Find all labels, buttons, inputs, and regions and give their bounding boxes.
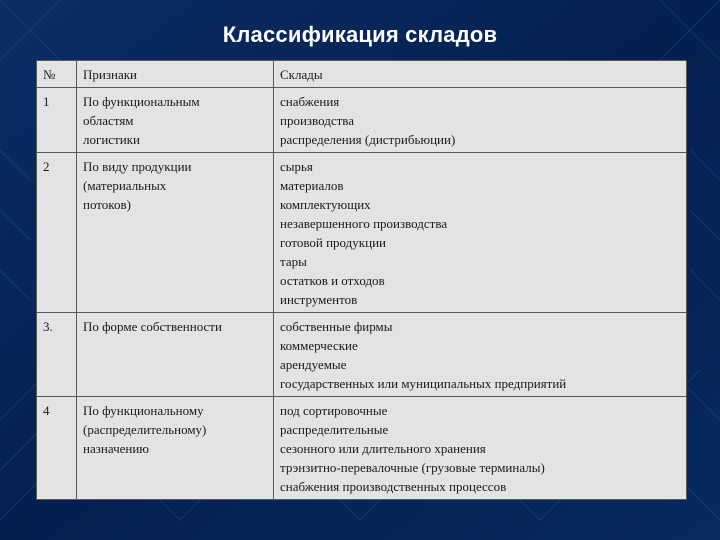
feature-line: логистики <box>83 132 140 147</box>
warehouse-type-line: инструментов <box>280 292 358 307</box>
warehouse-type-line: распределения (дистрибьюции) <box>280 132 456 147</box>
feature-line: назначению <box>83 441 150 456</box>
feature-line: По виду продукции <box>83 159 192 174</box>
warehouse-type-line: тары <box>280 254 307 269</box>
feature-line: По функциональному <box>83 403 204 418</box>
warehouse-type-line: незавершенного производства <box>280 216 448 231</box>
warehouse-type-line: производства <box>280 113 355 128</box>
table-header-row <box>37 61 687 88</box>
warehouse-type-line: распределительные <box>280 422 389 437</box>
warehouse-type-line: трэнзитно-перевалочные (грузовые терминалы) <box>280 460 545 475</box>
feature-line: потоков) <box>83 197 131 212</box>
row-warehouses <box>274 153 687 313</box>
row-number: 1 <box>37 88 77 153</box>
warehouse-type-line: арендуемые <box>280 357 347 372</box>
table-body <box>37 88 687 500</box>
row-warehouses <box>274 88 687 153</box>
warehouse-type-line: сезонного или длительного хранения <box>280 441 486 456</box>
row-warehouses <box>274 313 687 397</box>
warehouse-type-line: материалов <box>280 178 344 193</box>
header-warehouses: Склады <box>274 61 687 88</box>
warehouse-type-line: собственные фирмы <box>280 319 393 334</box>
classification-table <box>36 60 687 500</box>
row-feature <box>77 88 274 153</box>
row-number: 2 <box>37 153 77 313</box>
row-feature <box>77 397 274 500</box>
warehouse-type-line: коммерческие <box>280 338 358 353</box>
feature-line: областям <box>83 113 134 128</box>
table-row <box>37 313 687 397</box>
warehouse-type-line: снабжения производственных процессов <box>280 479 507 494</box>
header-number: № <box>37 61 77 88</box>
table-row <box>37 397 687 500</box>
row-warehouses <box>274 397 687 500</box>
feature-line: По форме собственности <box>83 319 222 334</box>
header-features: Признаки <box>77 61 274 88</box>
feature-line: (материальных <box>83 178 167 193</box>
row-feature <box>77 153 274 313</box>
feature-line: (распределительному) <box>83 422 207 437</box>
row-feature <box>77 313 274 397</box>
row-number: 4 <box>37 397 77 500</box>
warehouse-type-line: сырья <box>280 159 313 174</box>
warehouse-type-line: под сортировочные <box>280 403 388 418</box>
warehouse-type-line: готовой продукции <box>280 235 386 250</box>
table-row <box>37 88 687 153</box>
warehouse-type-line: остатков и отходов <box>280 273 385 288</box>
feature-line: По функциональным <box>83 94 200 109</box>
warehouse-type-line: государственных или муниципальных предприятий <box>280 376 567 391</box>
warehouse-type-line: комплектующих <box>280 197 371 212</box>
warehouse-type-line: снабжения <box>280 94 340 109</box>
table-row <box>37 153 687 313</box>
slide-title: Классификация складов <box>222 22 498 47</box>
row-number: 3. <box>37 313 77 397</box>
